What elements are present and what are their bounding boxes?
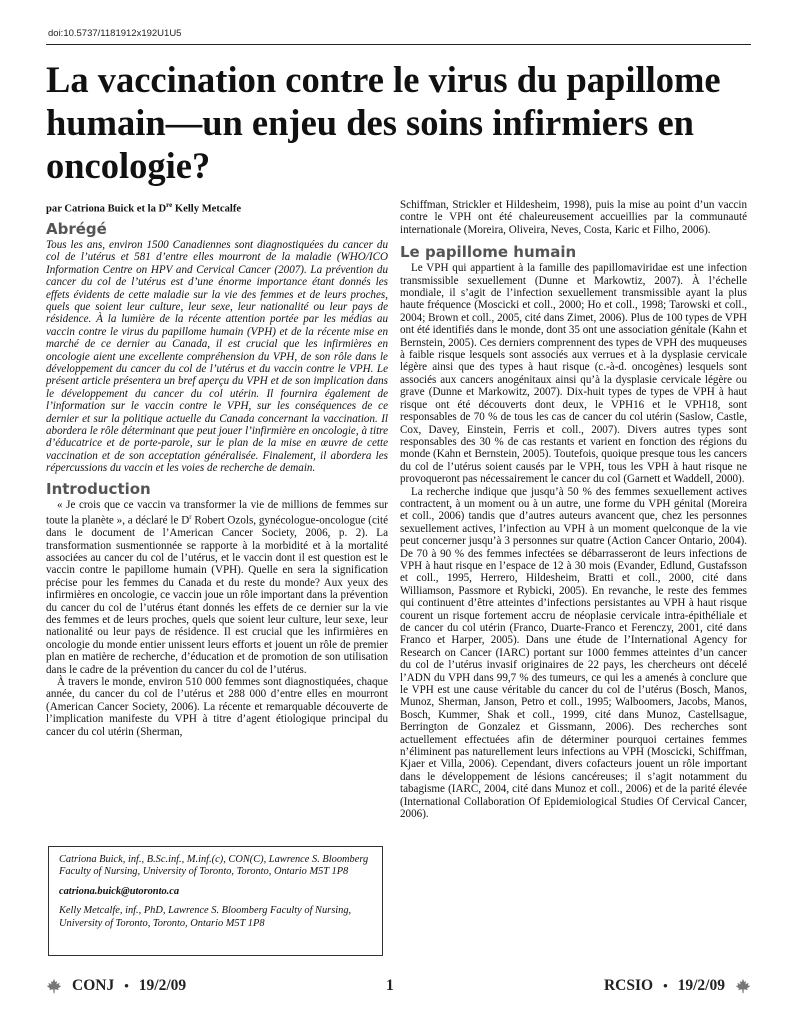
byline-sup: re [166, 201, 173, 209]
maple-leaf-icon [735, 978, 751, 994]
intro-p1-after: Robert Ozols, gynécologue-oncologue (cité dans le document de l’American Cancer Society, 2006, p. 2). La transformation susmentionnée se rapporte à la morbidité et à la mortalité associées au cancer du col de l’utérus, et le vaccin dont il est question est le vaccin contre le papillome humain (VPH). Quelle en sera la signification précise pour les femmes du Canada et du reste du monde? Aux yeux des infirmières en oncologie, ce vaccin joue un rôle important dans la prévention du cancer du col de l’utérus étant donnés les effets de ce dernier sur la vie des femmes et de leurs proches, quels que soient leur culture, leur sexe, leur nationalité ou leur pays de résidence. Il est crucial que les infirmières en oncologie du monde entier unissent leurs efforts et jouent un rôle de premier plan en matière de recherche, d’éducation et de promotion de son utilisation dans le cadre de la prévention du cancer du col de l’utérus. [46, 514, 388, 676]
papillome-heading: Le papillome humain [400, 243, 577, 262]
introduction-heading: Introduction [46, 479, 151, 498]
abstract-text: Tous les ans, environ 1500 Canadiennes sont diagnostiquées du cancer du col de l’utérus et 581 d’entre elles mourront de la maladie (WHO/ICO Information Centre on HPV and Cervical Cancer (2007). La prévention du cancer du col de l’utérus est d’une énorme importance étant donnés les effets évidents de cette maladie sur la vie des femmes et de leurs proches, quels que soient leur culture, leur sexe, leur nationalité ou leur pays de résidence. À la lumière de la récente attention portée par les médias au vaccin contre le virus du papillome humain (VPH) et de la récente mise en marché de ce dernier au Canada, il est crucial que les infirmières en oncologie aient une excellente compréhension du VPH, de son rôle dans le développement du cancer du col de l’utérus et du vaccin contre le VPH. Le présent article présentera un bref aperçu du VPH et de son implication dans le développement du cancer du col utérin. Il fournira également de l’information sur le vaccin contre le VPH, sur les conséquences de ce dernier et sur la politique actuelle du Canada concernant la vaccination. Il abordera le rôle déterminant que peut jouer l’infirmière en oncologie, à titre d’éducatrice et de porte-parole, sur le plan de la mise en œuvre de cette vaccination et de son acceptation généralisée. Finalement, il abordera les répercussions du vaccin et les voies de recherche de demain. [46, 238, 388, 475]
footer-right [604, 977, 751, 995]
footer-left [46, 977, 186, 995]
maple-leaf-icon [46, 978, 62, 994]
footer-journal-en: CONJ [72, 977, 115, 994]
intro-p1-before: « Je crois que ce vaccin va transformer la vie de millions de femmes sur toute la planète », a déclaré le D [46, 498, 388, 527]
papillome-paragraph-2: La recherche indique que jusqu’à 50 % des femmes sexuellement actives contractent, à un moment ou à un autre, une forme du VPH génital (Moreira et coll., 2006) tandis que d’autres auteurs avancent que, chez les personnes sexuellement actives, l’infection au VPH à un moment quelconque de la vie peut concerner jusqu’à 3 personnes sur quatre (Action Cancer Ontario, 2004). De 70 à 90 % des femmes infectées se débarrasseront de leurs infections de VPH à haut risque en l’espace de 12 à 30 mois (Evander, Edlund, Gustafsson et coll., 1995, Herrero, Hildesheim, Bratti et coll., 2000, cité dans Williamson, Passmore et Rybicki, 2005). En revanche, le reste des femmes qui continuent d’être atteintes d’infections persistantes au VPH à haut risque courent un risque fortement accru de néoplasie cervicale intra-épithéliale et de cancer du col utérin (Franco, Duarte-Franco et Ferenczy, 2001, cité dans Franco et Harper, 2005). Dans une étude de l’International Agency for Research on Cancer (IARC) portant sur 1000 femmes atteintes d’un cancer du col de l’utérus invasif originaires de 22 pays, les chercheurs ont décelé l’ADN du VPH dans 99,7 % des tumeurs, ce qui les a amenés à conclure que le VPH est une cause véritable du cancer du col de l’utérus (Bosch, Manos, Munoz, Sherman, Janson, Petro et coll., 1995; Walboomers, Jacobs, Manos, Bosch, Kummer, Shak et coll., 1999, cité dans Munoz, Castellsague, Berrington de Gonzalez et Gissmann, 2006). Des recherches sont actuellement effectuées afin de déterminer pourquoi certaines femmes n’éliminent pas naturellement leurs infections au VPH (Moscicki, Schiffman, Kjaer et Villa, 2006). Cependant, divers cofacteurs jouent un rôle important dans le développement de lésions cancéreuses; il s’agit notamment du tabagisme (IARC, 2004, cité dans Munoz et coll., 2006) et de la parité élevée (International Collaboration Of Epidemiological Studies Of Cervical Cancer, 2006). [400, 485, 747, 821]
footer-issue-en: 19/2/09 [138, 977, 187, 994]
continuation-paragraph: Schiffman, Strickler et Hildesheim, 1998), puis la mise au point d’un vaccin contre le VPH ont été chaleureusement accueillies par la communauté internationale (Moreira, Oliveira, Neves, Costa, Karic et Filho, 2006). [400, 199, 747, 236]
page-footer [46, 977, 751, 1001]
abstract-heading: Abrégé [46, 219, 107, 238]
footer-separator: • [663, 978, 668, 993]
footer-separator: • [124, 978, 129, 993]
byline-suffix: Kelly Metcalfe [172, 203, 242, 215]
byline-prefix: par Catriona Buick et la D [46, 203, 167, 215]
introduction-paragraph-1 [46, 499, 388, 676]
papillome-paragraph-1: Le VPH qui appartient à la famille des papillomaviridae est une infection transmissible sexuellement (Dunne et Markowtiz, 2007). À l’échelle mondiale, il s’agit de l’infection sexuellement transmissible ayant la plus haute fréquence (Moscicki et coll., 2000; Ho et coll., 1998; Tarowski et coll., 2004; Brown et coll., 2005, cité dans Zimet, 2006). Plus de 100 types de VPH ont été identifiés dans le monde, dont 35 ont une association génitale (Kahn et Bernstein, 2005). Ces derniers comprennent des types de VPH des muqueuses à faible risque lesquels sont associés aux verrues et à la dysplasie cervicale légère ainsi que des types à haut risque (c.-à-d. oncogènes) lesquels sont associés aux cancers anogénitaux ainsi qu’à la dysplasie cervicale légère ou grave (Dunne et Markowitz, 2007). Dix-huit types de types de VPH à haut risque ont été découverts dont deux, le VPH16 et le VPH18, sont responsables de 70 % de tous les cas de cancer du col utérin (Saslow, Castle, Cox, Davey, Einstein, Ferris et coll., 2007). Divers autres types sont responsables des 30 % de cas restants et varient en fonction des régions du monde (Kahn et Bernstein, 2005). Toutefois, quoique presque tous les cancers du col de l’utérus soient causés par le VPH, tous les VPH à haut risque ne provoqueront pas nécessairement le cancer du col (Garnett et Waddell, 2000). [400, 262, 747, 486]
byline [46, 199, 388, 216]
page-number: 1 [386, 977, 394, 994]
author-2-affiliation: Kelly Metcalfe, inf., PhD, Lawrence S. Bloomberg Faculty of Nursing, University of Toronto, Toronto, Ontario M5T 1P8 [59, 905, 352, 929]
header-rule [46, 44, 751, 45]
intro-p1-sup: r [189, 513, 192, 522]
left-column [46, 199, 388, 738]
doi: doi:10.5737/1181912x192U1U5 [48, 28, 182, 39]
author-email[interactable]: catriona.buick@utoronto.ca [59, 885, 180, 897]
right-column [400, 199, 747, 821]
introduction-section [46, 480, 388, 738]
author-info-box [48, 846, 383, 956]
author-1-affiliation: Catriona Buick, inf., B.Sc.inf., M.inf.(c), CON(C), Lawrence S. Bloomberg Faculty of Nursing, University of Toronto, Toronto, Ontario M5T 1P8 [59, 854, 369, 878]
footer-issue-fr: 19/2/09 [677, 977, 725, 994]
footer-journal-fr: RCSIO [603, 977, 654, 994]
article-title: La vaccination contre le virus du papillome humain—un enjeu des soins infirmiers en oncologie? [46, 59, 721, 186]
introduction-paragraph-2: À travers le monde, environ 510 000 femmes sont diagnostiquées, chaque année, du cancer du col de l’utérus et 288 000 d’entre elles en mourront (American Cancer Society, 2006). La récente et remarquable découverte de l’implication manifeste du VPH à titre d’agent étiologique principal du cancer du col utérin (Sherman, [46, 676, 388, 738]
abstract-section [46, 220, 388, 475]
